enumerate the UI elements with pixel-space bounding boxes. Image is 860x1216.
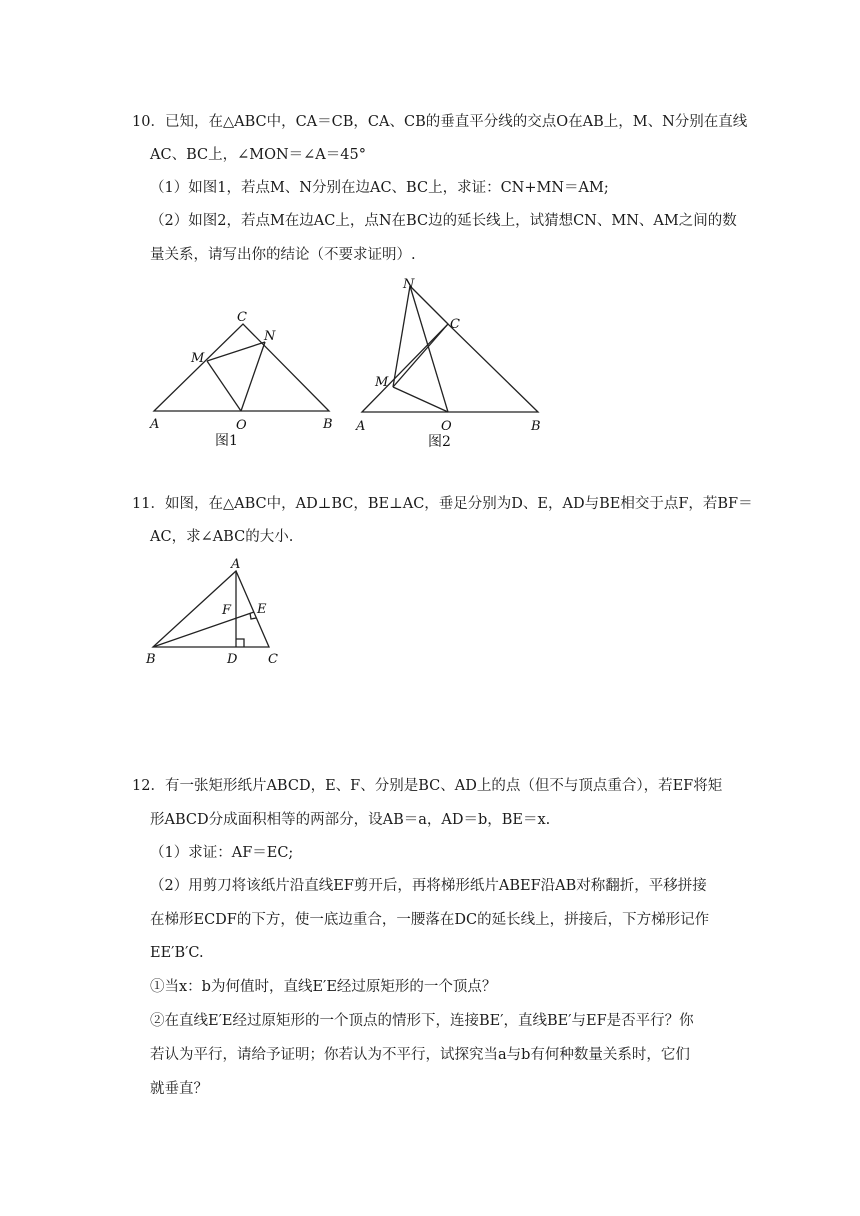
q10-figure-1: [140, 300, 345, 455]
q12-line-6: EE′B′C.: [150, 945, 204, 961]
right-angle-mark-d: [236, 639, 244, 647]
figure-caption: 图1: [215, 433, 238, 449]
q10-line-2: AC、BC上，∠MON＝∠A＝45°: [150, 147, 366, 163]
label-o: O: [441, 419, 452, 434]
q11-line-2: AC，求∠ABC的大小.: [150, 529, 294, 545]
q10-line-5: 量关系，请写出你的结论（不要求证明）.: [150, 247, 416, 263]
q10-figure-2: [350, 275, 555, 455]
label-m: M: [191, 351, 205, 366]
segment-on: [241, 342, 265, 411]
q12-line-1: 12．有一张矩形纸片ABCD，E、F、分别是BC、AD上的点（但不与顶点重合），若EF将矩: [132, 778, 723, 794]
altitude-be: [153, 612, 254, 647]
q12-line-5: 在梯形ECDF的下方，使一底边重合，一腰落在DC的延长线上，拼接后，下方梯形记作: [150, 912, 710, 928]
label-f: F: [222, 603, 232, 618]
segment-mc: [393, 324, 448, 387]
label-n: N: [403, 277, 415, 292]
label-b: B: [323, 417, 333, 432]
q12-line-7: ①当x：b为何值时，直线E′E经过原矩形的一个顶点？: [150, 979, 497, 995]
q10-line-3: （1）如图1，若点M、N分别在边AC、BC上，求证：CN+MN＝AM;: [150, 180, 609, 196]
segment-om: [207, 361, 241, 411]
triangle-abc: [153, 571, 269, 647]
label-a: A: [231, 557, 241, 572]
q11-line-1: 11．如图，在△ABC中，AD⊥BC，BE⊥AC，垂足分别为D、E，AD与BE相交于点F，若BF＝: [132, 496, 753, 512]
q12-line-8: ②在直线E′E经过原矩形的一个顶点的情形下，连接BE′，直线BE′与EF是否平行？你: [150, 1013, 694, 1029]
label-a: A: [150, 417, 160, 432]
label-o: O: [236, 418, 247, 433]
q12-line-4: （2）用剪刀将该纸片沿直线EF剪开后，再将梯形纸片ABEF沿AB对称翻折，平移拼接: [150, 878, 707, 894]
label-n: N: [264, 329, 276, 344]
label-c: C: [450, 317, 460, 332]
label-b: B: [146, 652, 156, 667]
label-d: D: [227, 652, 238, 667]
figure-caption: 图2: [428, 434, 451, 450]
label-b: B: [531, 419, 541, 434]
label-c: C: [268, 652, 278, 667]
q10-line-4: （2）如图2，若点M在边AC上，点N在BC边的延长线上，试猜想CN、MN、AM之间的数: [150, 213, 737, 229]
q11-figure: [140, 555, 290, 670]
label-m: M: [375, 375, 389, 390]
label-a: A: [356, 419, 366, 434]
q12-line-2: 形ABCD分成面积相等的两部分，设AB＝a，AD＝b，BE＝x.: [150, 812, 551, 828]
q12-line-9: 若认为平行，请给予证明；你若认为不平行，试探究当a与b有何种数量关系时，它们: [150, 1047, 690, 1063]
triangle-abc: [362, 324, 538, 412]
q12-line-3: （1）求证：AF＝EC;: [150, 845, 294, 861]
label-c: C: [237, 310, 247, 325]
triangle-abc: [154, 324, 329, 411]
label-e: E: [257, 602, 267, 617]
q12-line-10: 就垂直？: [150, 1081, 208, 1097]
segment-mo: [393, 387, 448, 412]
q10-line-1: 10．已知，在△ABC中，CA＝CB，CA、CB的垂直平分线的交点O在AB上，M、N分别在直线: [132, 114, 748, 130]
